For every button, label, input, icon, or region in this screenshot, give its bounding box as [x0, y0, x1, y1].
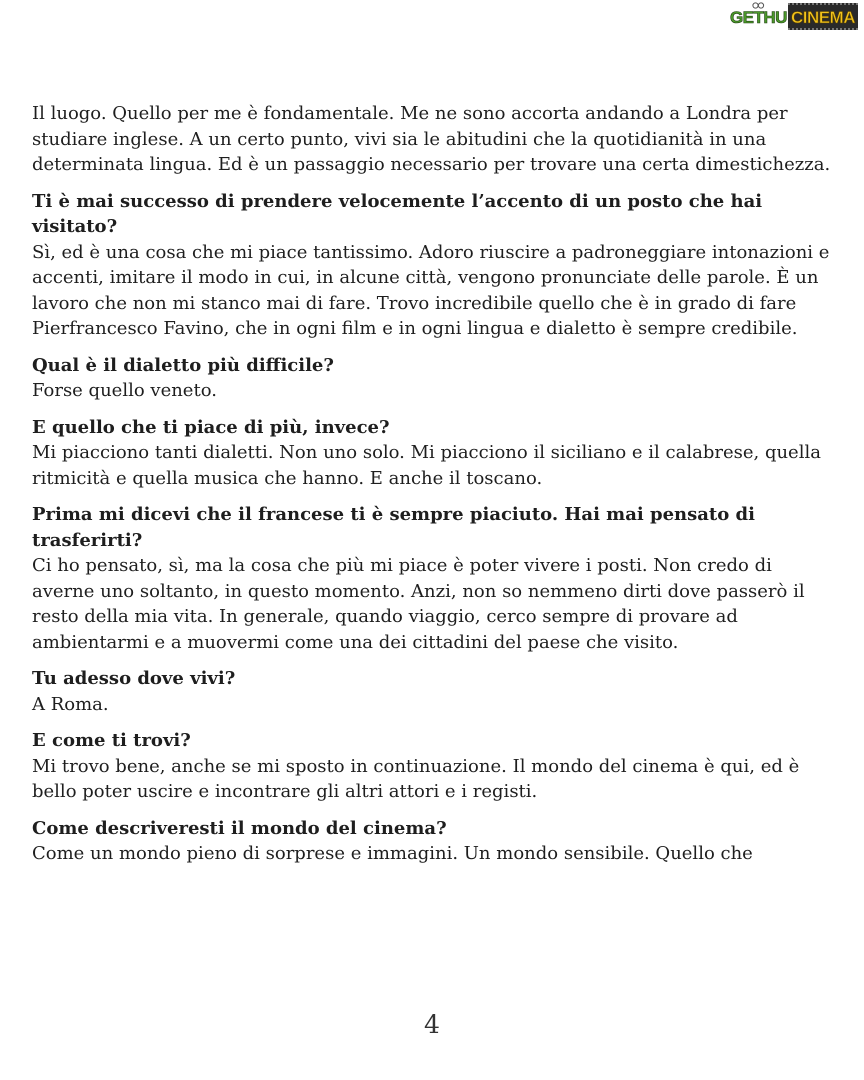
- answer: Forse quello veneto.: [32, 380, 217, 401]
- watermark-text: [728, 3, 858, 30]
- watermark-logo: [728, 4, 858, 30]
- answer: Sì, ed è una cosa che mi piace tantissimo. Adoro riuscire a padroneggiare intonazioni e accenti, imitare il modo in cui, in alcune città, vengono pronunciate delle parole. È un lavoro che non mi stanco mai di fare. Trovo incredibile quello che è in grado di fare Pierfrancesco Favino, che in ogni film e in ogni lingua e dialetto è sempre credibile.: [32, 241, 830, 339]
- intro-paragraph-block: [32, 101, 832, 178]
- answer: Ci ho pensato, sì, ma la cosa che più mi piace è poter vivere i posti. Non credo di averne uno soltanto, in questo momento. Anzi, non so nemmeno dirti dove passerò il resto della mia vita. In generale, quando viaggio, cerco sempre di provare ad ambientarmi e a muovermi come una dei cittadini del paese che visito.: [32, 555, 805, 653]
- qa-block: [32, 353, 832, 404]
- qa-block: [32, 502, 832, 655]
- intro-paragraph: Il luogo. Quello per me è fondamentale. Me ne sono accorta andando a Londra per studiare inglese. A un certo punto, vivi sia le abitudini che la quotidianità in una determinata lingua. Ed è un passaggio necessario per trovare una certa dimestichezza.: [32, 103, 831, 175]
- watermark-part1: GETHU: [729, 8, 787, 27]
- watermark-part2: CINEMA: [788, 3, 858, 30]
- answer: Mi trovo bene, anche se mi sposto in continuazione. Il mondo del cinema è qui, ed è bello poter uscire e incontrare gli altri attori e i registi.: [32, 755, 800, 802]
- answer: A Roma.: [32, 693, 109, 715]
- qa-block: [32, 415, 832, 492]
- question: E come ti trovi?: [32, 730, 191, 751]
- answer: Come un mondo pieno di sorprese e immagini. Un mondo sensibile. Quello che: [32, 843, 753, 864]
- qa-block: [32, 189, 832, 342]
- article-body: [32, 101, 832, 878]
- page-number: 4: [424, 1010, 440, 1039]
- question: Qual è il dialetto più difficile?: [32, 354, 334, 376]
- qa-block: [32, 728, 832, 805]
- question: Tu adesso dove vivi?: [32, 668, 236, 689]
- camera-icon: [752, 2, 766, 10]
- question: E quello che ti piace di più, invece?: [32, 416, 390, 438]
- question: Ti è mai successo di prendere velocemente l’accento di un posto che hai visitato?: [32, 190, 763, 237]
- qa-block: [32, 816, 832, 867]
- qa-block: [32, 666, 832, 717]
- question: Prima mi dicevi che il francese ti è sempre piaciuto. Hai mai pensato di trasferirti?: [32, 504, 755, 551]
- question: Come descriveresti il mondo del cinema?: [32, 817, 447, 839]
- answer: Mi piacciono tanti dialetti. Non uno solo. Mi piacciono il siciliano e il calabrese, quella ritmicità e quella musica che hanno. E anche il toscano.: [32, 442, 821, 489]
